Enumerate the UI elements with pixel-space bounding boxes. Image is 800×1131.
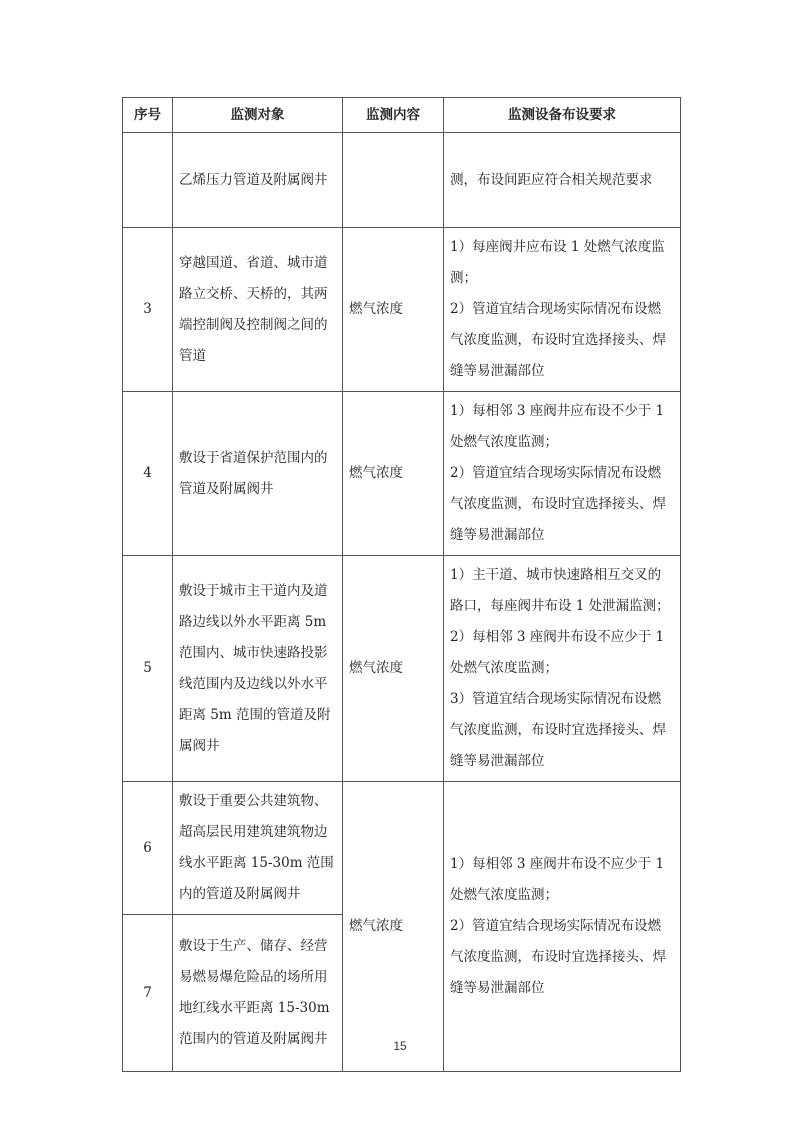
monitoring-content-cell: 燃气浓度 <box>343 392 444 556</box>
table-row <box>123 392 681 556</box>
monitoring-object-cell: 穿越国道、省道、城市道路立交桥、天桥的，其两端控制阀及控制阀之间的管道 <box>173 228 343 392</box>
requirement-item: 1）主干道、城市快速路相互交叉的路口，每座阀井布设 1 处泄漏监测； <box>450 567 670 614</box>
requirement-item: 2）每相邻 3 座阀井布设不应少于 1 处燃气浓度监测； <box>450 629 665 676</box>
row-number: 5 <box>123 556 173 782</box>
monitoring-object-cell: 敷设于重要公共建筑物、超高层民用建筑建筑物边线水平距离 15-30m 范围内的管道及附属阀井 <box>173 782 343 915</box>
requirements-cell <box>444 133 681 228</box>
requirement-item: 测，布设间距应符合相关规范要求 <box>450 171 653 188</box>
requirements-cell <box>444 556 681 782</box>
monitoring-content-cell <box>343 133 444 228</box>
requirements-cell <box>444 228 681 392</box>
header-monitoring-content: 监测内容 <box>343 98 444 133</box>
monitoring-object-cell: 敷设于城市主干道内及道路边线以外水平距离 5m 范围内、城市快速路投影线范围内及边线以外水平距离 5m 范围的管道及附属阀井 <box>173 556 343 782</box>
requirement-item: 1）每相邻 3 座阀井应布设不少于 1 处燃气浓度监测； <box>450 403 665 450</box>
requirement-item: 2）管道宜结合现场实际情况布设燃气浓度监测，布设时宜选择接头、焊缝等易泄漏部位 <box>450 301 666 379</box>
header-equipment-requirements: 监测设备布设要求 <box>444 98 681 133</box>
requirement-item: 1）每相邻 3 座阀井布设不应少于 1 处燃气浓度监测； <box>450 856 665 903</box>
page-number: 15 <box>393 1039 407 1053</box>
monitoring-content-cell: 燃气浓度 <box>343 782 444 1072</box>
table-row <box>123 782 681 915</box>
monitoring-requirements-table <box>122 97 681 1072</box>
header-seq-no: 序号 <box>123 98 173 133</box>
requirement-item: 3）管道宜结合现场实际情况布设燃气浓度监测，布设时宜选择接头、焊缝等易泄漏部位 <box>450 691 666 769</box>
table-row <box>123 133 681 228</box>
row-number: 6 <box>123 782 173 915</box>
requirements-cell <box>444 782 681 1072</box>
header-monitoring-object: 监测对象 <box>173 98 343 133</box>
monitoring-object-cell: 敷设于省道保护范围内的管道及附属阀井 <box>173 392 343 556</box>
table-row <box>123 228 681 392</box>
row-number <box>123 133 173 228</box>
requirement-item: 2）管道宜结合现场实际情况布设燃气浓度监测，布设时宜选择接头、焊缝等易泄漏部位 <box>450 465 666 543</box>
requirements-cell <box>444 392 681 556</box>
requirement-item: 1）每座阀井应布设 1 处燃气浓度监测； <box>450 239 665 286</box>
requirement-item: 2）管道宜结合现场实际情况布设燃气浓度监测，布设时宜选择接头、焊缝等易泄漏部位 <box>450 918 666 996</box>
row-number: 7 <box>123 915 173 1072</box>
monitoring-object-cell: 敷设于生产、储存、经营易燃易爆危险品的场所用地红线水平距离 15-30m 范围内的管道及附属阀井 <box>173 915 343 1072</box>
monitoring-content-cell: 燃气浓度 <box>343 228 444 392</box>
monitoring-content-cell: 燃气浓度 <box>343 556 444 782</box>
table-header-row <box>123 98 681 133</box>
table-row <box>123 556 681 782</box>
monitoring-object-cell: 乙烯压力管道及附属阀井 <box>173 133 343 228</box>
row-number: 4 <box>123 392 173 556</box>
row-number: 3 <box>123 228 173 392</box>
